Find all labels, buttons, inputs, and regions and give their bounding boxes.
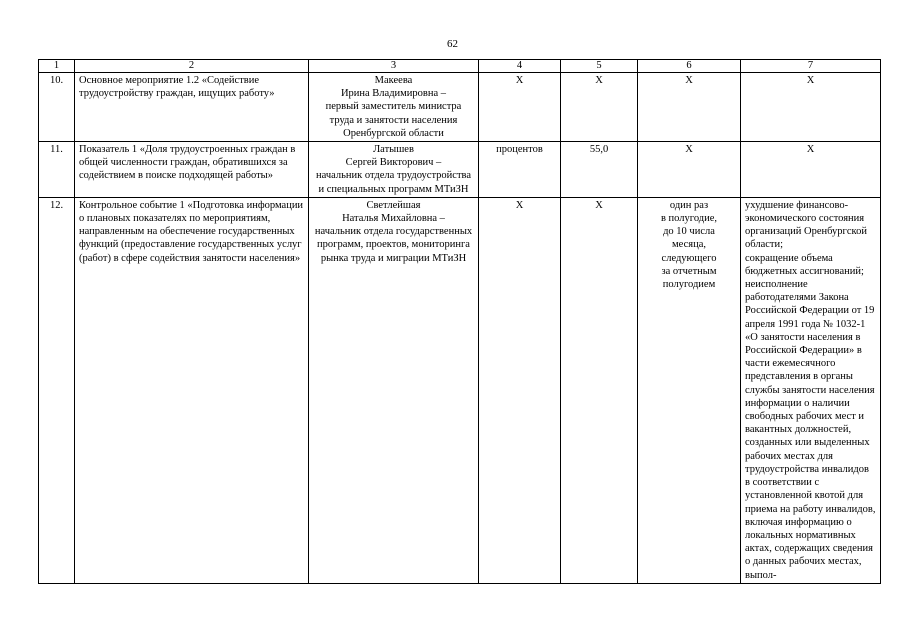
- deadline-cell: Х: [638, 73, 741, 142]
- page-number: 62: [447, 38, 458, 50]
- header-cell: 7: [741, 60, 881, 73]
- risk-cell: ухудшение финансово-экономического состояния организаций Оренбургской области; сокращение объема бюджетных ассигнований; неисполнение работодателями Закона Российской Федерации от 19 апреля 1991 года № 1032-1 «О занятости населения в Российской Федерации» в части ежемесячного представления в органы службы занятости населения информации о наличии свободных рабочих мест и вакантных должностей, созданных или выделенных рабочих местах для трудоустройства инвалидов в соответствии с установленной квотой для приема на работу инвалидов, включая информацию о локальных нормативных актах, содержащих сведения о данных рабочих местах, выпол-: [741, 197, 881, 583]
- table-row: [39, 73, 881, 142]
- risk-cell: Х: [741, 142, 881, 198]
- plan-table: [38, 59, 881, 584]
- header-cell: 2: [75, 60, 309, 73]
- value-cell: Х: [561, 73, 638, 142]
- value-cell: 55,0: [561, 142, 638, 198]
- deadline-cell: Х: [638, 142, 741, 198]
- table-row: [39, 197, 881, 583]
- header-cell: 4: [479, 60, 561, 73]
- event-name: Контрольное событие 1 «Подготовка информации о плановых показателях по мероприятиям, направленным на обеспечение государственных функций (предоставление государственных услуг (работ) в сфере содействия занятости населения»: [75, 197, 309, 583]
- row-number: 12.: [39, 197, 75, 583]
- responsible-person: Светлейшая Наталья Михайловна – начальник отдела государственных программ, проектов, мониторинга рынка труда и миграции МТиЗН: [309, 197, 479, 583]
- responsible-person: Латышев Сергей Викторович – начальник отдела трудоустройства и специальных программ МТиЗН: [309, 142, 479, 198]
- value-cell: Х: [561, 197, 638, 583]
- unit-cell: процентов: [479, 142, 561, 198]
- table-row: [39, 142, 881, 198]
- event-name: Показатель 1 «Доля трудоустроенных граждан в общей численности граждан, обратившихся за содействием в поиске подходящей работы»: [75, 142, 309, 198]
- deadline-cell: один раз в полугодие, до 10 числа месяца, следующего за отчетным полугодием: [638, 197, 741, 583]
- header-cell: 1: [39, 60, 75, 73]
- risk-cell: Х: [741, 73, 881, 142]
- unit-cell: Х: [479, 197, 561, 583]
- row-number: 11.: [39, 142, 75, 198]
- event-name: Основное мероприятие 1.2 «Содействие трудоустройству граждан, ищущих работу»: [75, 73, 309, 142]
- header-cell: 3: [309, 60, 479, 73]
- header-row: [39, 60, 881, 73]
- header-cell: 6: [638, 60, 741, 73]
- unit-cell: Х: [479, 73, 561, 142]
- header-cell: 5: [561, 60, 638, 73]
- responsible-person: Макеева Ирина Владимировна – первый заместитель министра труда и занятости населения Оренбургской области: [309, 73, 479, 142]
- row-number: 10.: [39, 73, 75, 142]
